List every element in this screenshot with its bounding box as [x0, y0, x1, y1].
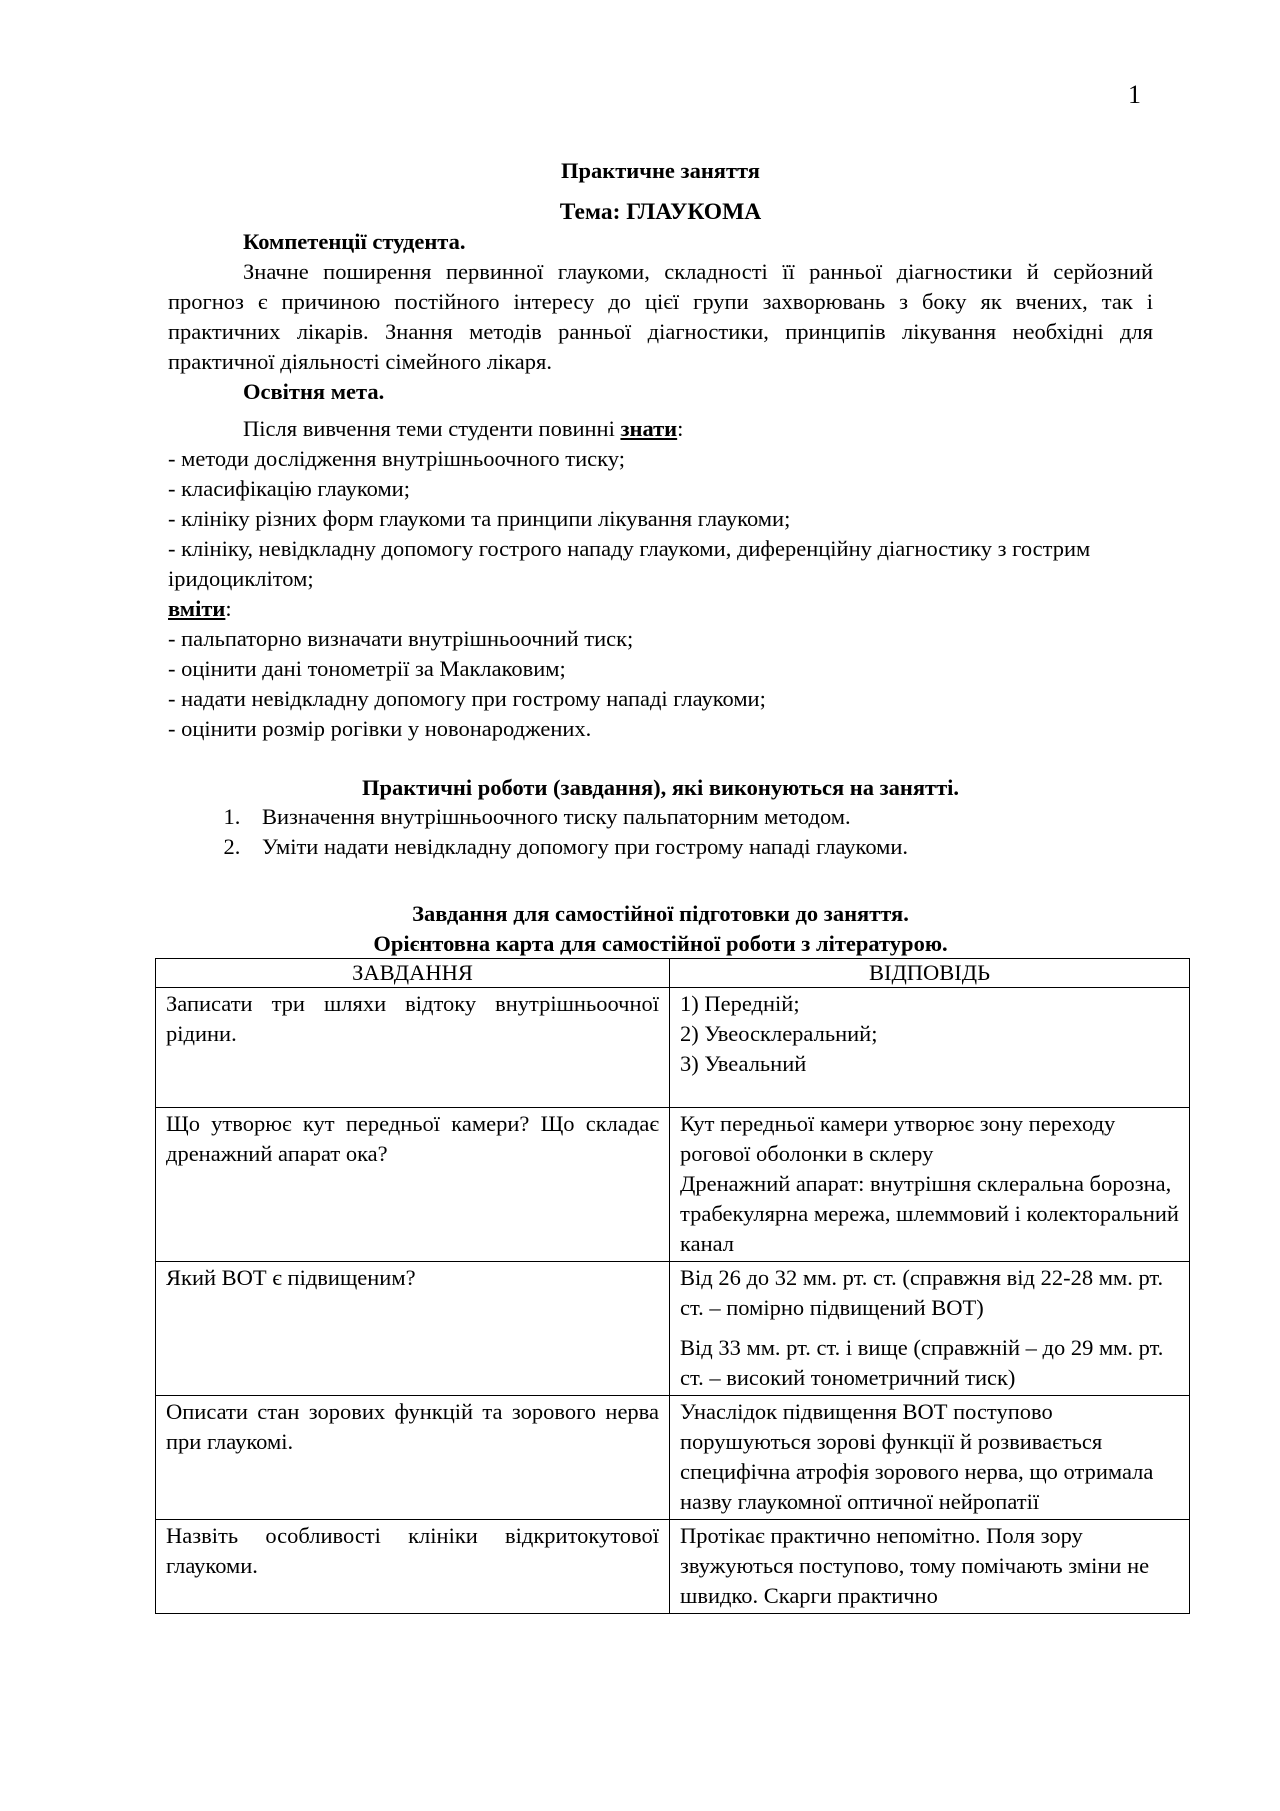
know-item: - методи дослідження внутрішньоочного тиску;	[168, 446, 625, 471]
practical-item: 1. Визначення внутрішньоочного тиску пальпаторним методом.	[246, 802, 1153, 832]
table-row	[156, 988, 1190, 1108]
header-task: ЗАВДАННЯ	[156, 959, 670, 988]
page-title: Практичне заняття	[561, 158, 760, 183]
topic-title: Тема: ГЛАУКОМА	[559, 199, 762, 225]
practical-heading: Практичні роботи (завдання), які виконуються на занятті.	[361, 775, 960, 800]
table-row	[156, 1396, 1190, 1520]
know-item: - класифікацію глаукоми;	[168, 476, 410, 501]
answer-line: Від 33 мм. рт. ст. і вище (справжній – до 29 мм. рт. ст. – високий тонометричний тиск)	[680, 1335, 1164, 1390]
skill-item: - оцінити розмір рогівки у новонароджених.	[168, 716, 592, 741]
competencies-section	[168, 227, 1153, 407]
answer-cell	[670, 1520, 1190, 1614]
answer-line: Унаслідок підвищення ВОТ поступово порушуються зорові функції й розвивається специфічна атрофія зорового нерва, що отримала назву глаукомної оптичної нейропатії	[680, 1399, 1154, 1514]
task-cell: Який ВОТ є підвищеним?	[156, 1262, 670, 1396]
self-study-subheading: Орієнтовна карта для самостійної роботи з літературою.	[373, 931, 948, 956]
answer-line: Дренажний апарат: внутрішня склеральна борозна, трабекулярна мережа, шлеммовий і колекторальний канал	[680, 1171, 1179, 1256]
competencies-text: Значне поширення первинної глаукоми, складності її ранньої діагностики й серйозний прогноз є причиною постійного інтересу до цієї групи захворювань з боку як вчених, так і практичних лікарів. Знання методів ранньої діагностики, принципів лікування необхідні для практичної діяльності сімейного лікаря.	[168, 259, 1153, 374]
skills-line: вміти:	[168, 596, 232, 621]
answer-line: 1) Передній;	[680, 991, 800, 1016]
table-row	[156, 1108, 1190, 1262]
practical-list	[168, 802, 1153, 862]
page-number: 1	[1128, 80, 1141, 109]
answer-cell	[670, 988, 1190, 1108]
practical-list-wrap	[168, 802, 1153, 862]
answer-line: Від 26 до 32 мм. рт. ст. (справжня від 22-28 мм. рт. ст. – помірно підвищений ВОТ)	[680, 1265, 1164, 1320]
goal-intro: Після вивчення теми студенти повинні знати:	[243, 416, 684, 441]
task-cell: Записати три шляхи відтоку внутрішньоочної рідини.	[156, 988, 670, 1108]
goal-intro-text: Після вивчення теми студенти повинні	[243, 416, 621, 441]
skills-label: вміти	[168, 596, 226, 621]
know-item: - клініку різних форм глаукоми та принципи лікування глаукоми;	[168, 506, 791, 531]
answer-line: Протікає практично непомітно. Поля зору звужуються поступово, тому помічають зміни не швидко. Скарги практично	[680, 1523, 1150, 1608]
header-answer: ВІДПОВІДЬ	[670, 959, 1190, 988]
table-row	[156, 1520, 1190, 1614]
skill-item: - пальпаторно визначати внутрішньоочний тиск;	[168, 626, 634, 651]
answer-cell	[670, 1108, 1190, 1262]
know-item: - клініку, невідкладну допомогу гострого нападу глаукоми, диференційну діагностику з гострим іридоциклітом;	[168, 536, 1091, 591]
answer-line: Кут передньої камери утворює зону переходу рогової оболонки в склеру	[680, 1111, 1116, 1166]
answer-line: 3) Увеальний	[680, 1051, 807, 1076]
answer-line: 2) Увеосклеральний;	[680, 1021, 878, 1046]
study-map-table	[155, 958, 1190, 1614]
answer-cell	[670, 1396, 1190, 1520]
table-header-row	[156, 959, 1190, 988]
self-study-heading: Завдання для самостійної підготовки до заняття.	[412, 901, 909, 926]
task-cell: Описати стан зорових функцій та зорового нерва при глаукомі.	[156, 1396, 670, 1520]
know-label: знати	[620, 416, 678, 441]
competencies-heading: Компетенції студента.	[243, 229, 466, 254]
goal-section	[168, 414, 1153, 744]
skill-item: - надати невідкладну допомогу при гострому нападі глаукоми;	[168, 686, 766, 711]
skill-item: - оцінити дані тонометрії за Маклаковим;	[168, 656, 566, 681]
table-row	[156, 1262, 1190, 1396]
goal-heading: Освітня мета.	[243, 379, 385, 404]
task-cell: Назвіть особливості клініки відкритокутової глаукоми.	[156, 1520, 670, 1614]
task-cell: Що утворює кут передньої камери? Що складає дренажний апарат ока?	[156, 1108, 670, 1262]
practical-item: 2. Уміти надати невідкладну допомогу при гострому нападі глаукоми.	[246, 832, 1153, 862]
answer-cell	[670, 1262, 1190, 1396]
answer-gap	[680, 1323, 1179, 1333]
